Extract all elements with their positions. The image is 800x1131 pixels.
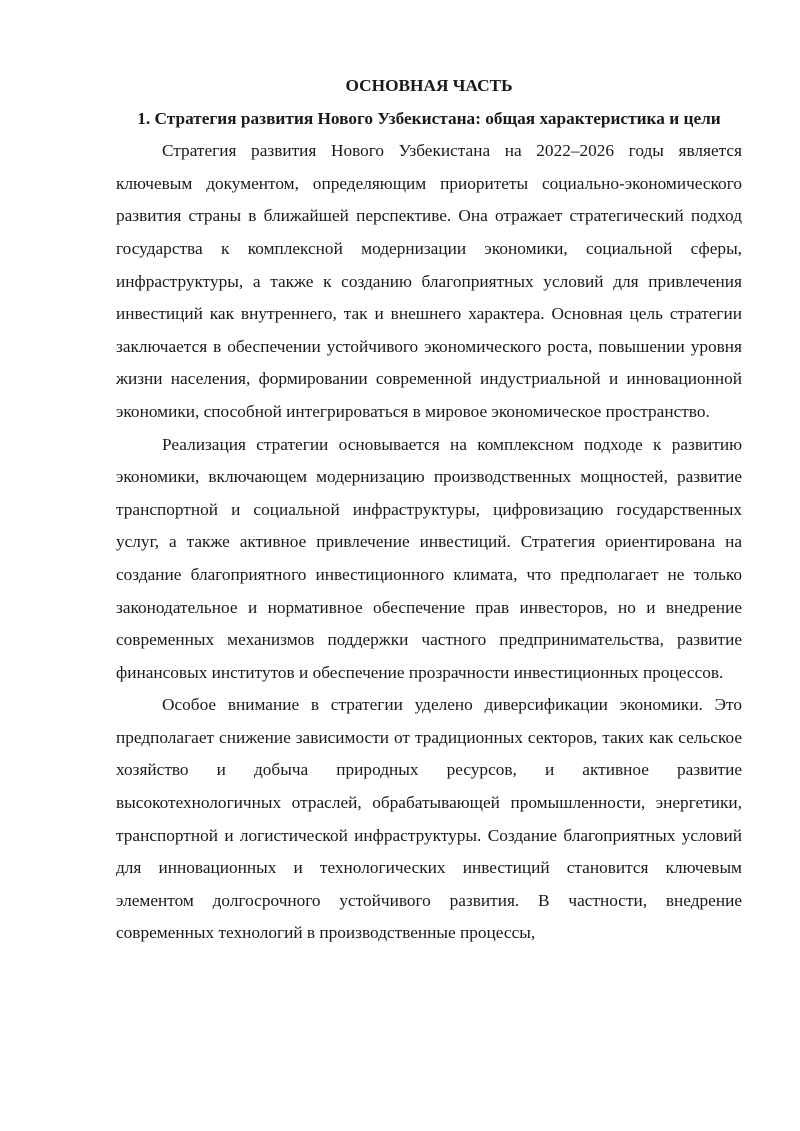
paragraph: Особое внимание в стратегии уделено диверсификации экономики. Это предполагает снижение зависимости от традиционных секторов, таких как сельское хозяйство и добыча природных ресурсов, и активное развитие высокотехнологичных отраслей, обрабатывающей промышленности, энергетики, транспортной и логистической инфраструктуры. Создание благоприятных условий для инновационных и технологических инвестиций становится ключевым элементом долгосрочного устойчивого развития. В частности, внедрение современных технологий в производственные процессы,	[116, 695, 742, 943]
paragraph: Стратегия развития Нового Узбекистана на 2022–2026 годы является ключевым документом, определяющим приоритеты социально-экономического развития страны в ближайшей перспективе. Она отражает стратегический подход государства к комплексной модернизации экономики, социальной сферы, инфраструктуры, а также к созданию благоприятных условий для привлечения инвестиций как внутреннего, так и внешнего характера. Основная цель стратегии заключается в обеспечении устойчивого экономического роста, повышении уровня жизни населения, формировании современной индустриальной и инновационной экономики, способной интегрироваться в мировое экономическое пространство.	[116, 141, 742, 421]
section-title: 1. Стратегия развития Нового Узбекистана: общая характеристика и цели	[137, 108, 721, 128]
main-title: ОСНОВНАЯ ЧАСТЬ	[345, 76, 513, 95]
paragraph: Реализация стратегии основывается на комплексном подходе к развитию экономики, включающем модернизацию производственных мощностей, развитие транспортной и социальной инфраструктуры, цифровизацию государственных услуг, а также активное привлечение инвестиций. Стратегия ориентирована на создание благоприятного инвестиционного климата, что предполагает не только законодательное и нормативное обеспечение прав инвесторов, но и внедрение современных механизмов поддержки частного предпринимательства, развитие финансовых институтов и обеспечение прозрачности инвестиционных процессов.	[116, 434, 742, 682]
document-body	[116, 70, 742, 950]
